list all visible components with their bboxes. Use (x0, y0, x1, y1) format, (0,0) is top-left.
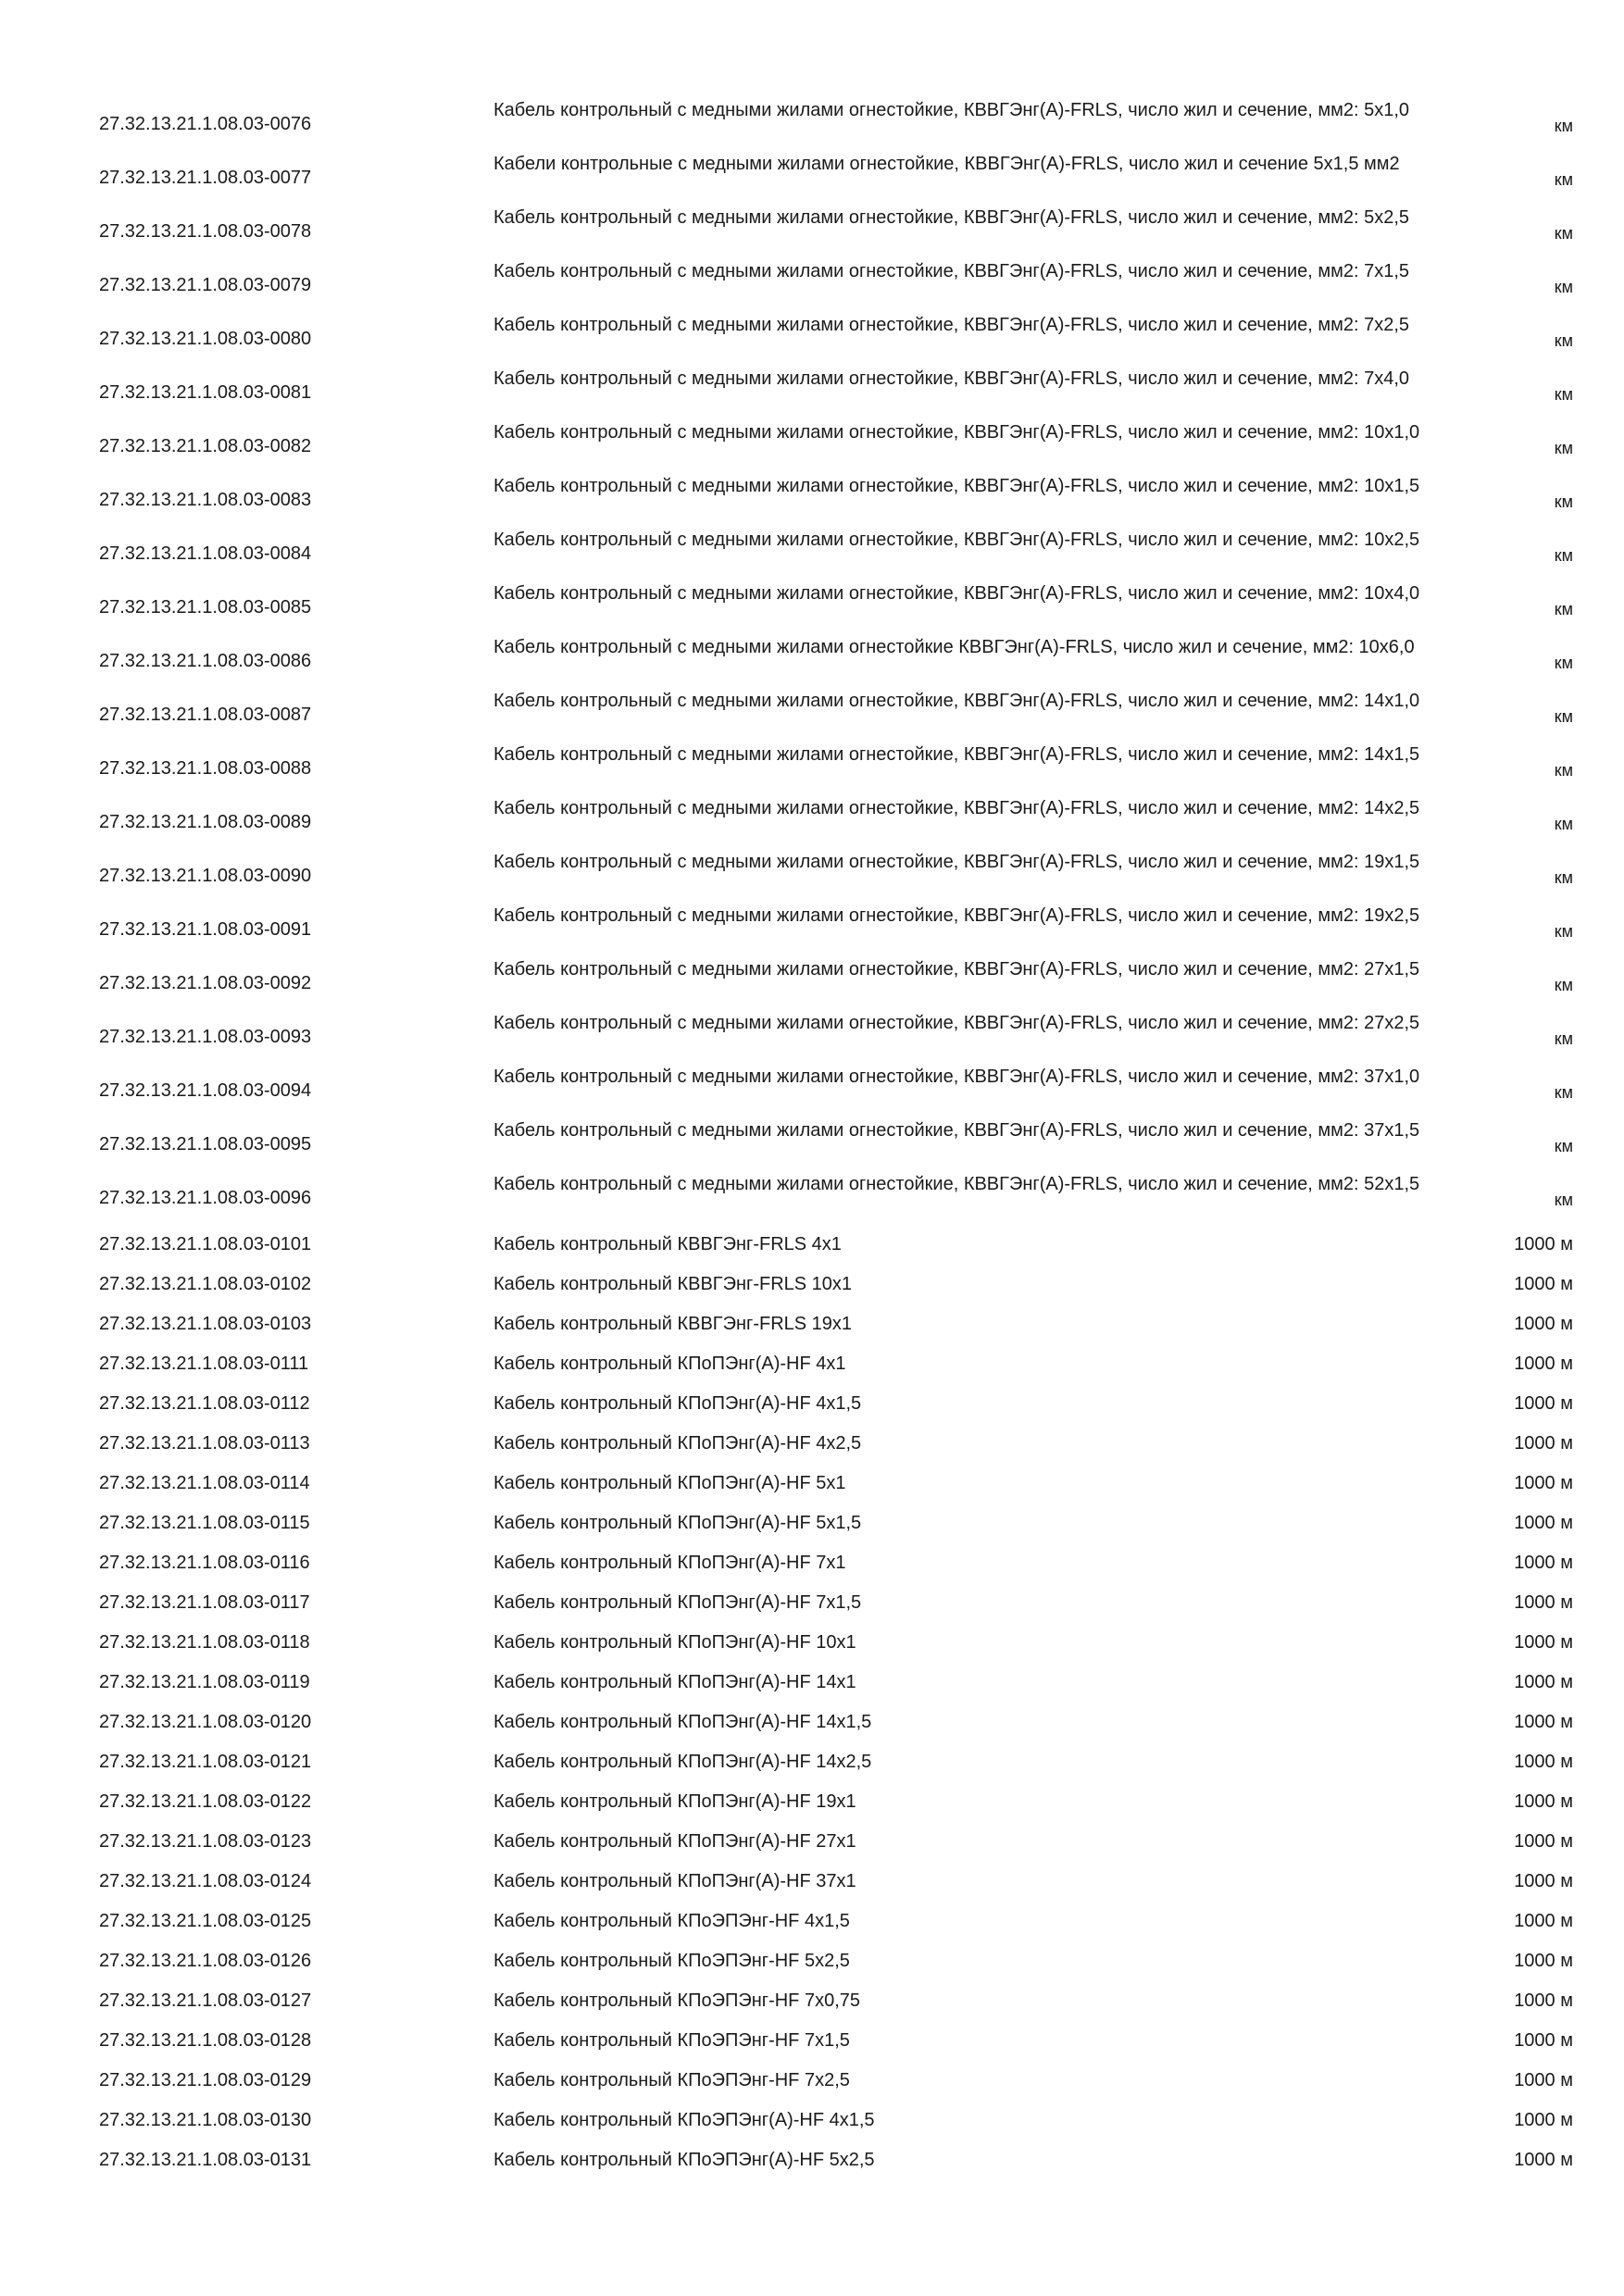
resource-description: Кабель контрольный с медными жилами огнестойкие, КВВГЭнг(А)-FRLS, число жил и сечение, мм2: 5х2,5 (493, 207, 1410, 228)
resource-description: Кабель контрольный КПоПЭнг(А)-HF 14x1,5 (493, 1712, 872, 1732)
unit-of-measure: км (1554, 600, 1573, 618)
resource-code: 27.32.13.21.1.08.03-0125 (99, 1911, 312, 1931)
resource-code: 27.32.13.21.1.08.03-0081 (99, 382, 312, 403)
resource-description: Кабель контрольный КПоПЭнг(А)-HF 10x1 (493, 1632, 856, 1653)
unit-of-measure: км (1554, 922, 1573, 941)
unit-of-measure: км (1554, 278, 1573, 296)
resource-description: Кабель контрольный с медными жилами огнестойкие, КВВГЭнг(А)-FRLS, число жил и сечение, мм2: 14х1,0 (493, 691, 1420, 711)
unit-of-measure: 1000 м (1514, 1791, 1573, 1812)
resource-code: 27.32.13.21.1.08.03-0103 (99, 1314, 312, 1334)
unit-of-measure: км (1554, 546, 1573, 565)
resource-code: 27.32.13.21.1.08.03-0078 (99, 221, 312, 242)
resource-code: 27.32.13.21.1.08.03-0092 (99, 973, 312, 993)
table-row (0, 956, 1624, 1010)
table-row (0, 2101, 1624, 2140)
resource-code: 27.32.13.21.1.08.03-0123 (99, 1831, 312, 1852)
unit-of-measure: 1000 м (1514, 2030, 1573, 2051)
resource-code: 27.32.13.21.1.08.03-0093 (99, 1027, 312, 1047)
resource-code: 27.32.13.21.1.08.03-0085 (99, 597, 312, 618)
table-row (0, 688, 1624, 742)
resource-code: 27.32.13.21.1.08.03-0086 (99, 651, 312, 671)
resource-code: 27.32.13.21.1.08.03-0101 (99, 1234, 312, 1254)
resource-description: Кабель контрольный с медными жилами огнестойкие, КВВГЭнг(А)-FRLS, число жил и сечение, мм2: 52х1,5 (493, 1174, 1420, 1194)
table-row (0, 2061, 1624, 2101)
table-row (0, 1862, 1624, 1902)
resource-description: Кабель контрольный КВВГЭнг-FRLS 4x1 (493, 1234, 842, 1254)
resource-code: 27.32.13.21.1.08.03-0090 (99, 866, 312, 886)
resource-code: 27.32.13.21.1.08.03-0117 (99, 1592, 310, 1613)
resource-description: Кабель контрольный КПоЭПЭнг-HF 7x0,75 (493, 1990, 860, 2011)
resource-code: 27.32.13.21.1.08.03-0116 (99, 1553, 310, 1573)
resource-description: Кабель контрольный КПоПЭнг(А)-HF 7x1,5 (493, 1592, 862, 1613)
resource-code: 27.32.13.21.1.08.03-0080 (99, 329, 312, 349)
resource-code: 27.32.13.21.1.08.03-0126 (99, 1951, 312, 1971)
unit-of-measure: км (1554, 707, 1573, 726)
unit-of-measure: 1000 м (1514, 1990, 1573, 2011)
unit-of-measure: км (1554, 868, 1573, 887)
resource-description: Кабель контрольный с медными жилами огнестойкие, КВВГЭнг(А)-FRLS, число жил и сечение, мм2: 10х2,5 (493, 530, 1420, 550)
resource-code: 27.32.13.21.1.08.03-0113 (99, 1433, 310, 1454)
unit-of-measure: 1000 м (1514, 1393, 1573, 1414)
table-row (0, 473, 1624, 527)
resource-description: Кабель контрольный КПоПЭнг(А)-HF 5x1,5 (493, 1513, 862, 1533)
resource-description: Кабель контрольный КПоПЭнг(А)-HF 14x2,5 (493, 1752, 872, 1772)
resource-description: Кабель контрольный с медными жилами огнестойкие, КВВГЭнг(А)-FRLS, число жил и сечение, мм2: 27х2,5 (493, 1013, 1420, 1033)
unit-of-measure: км (1554, 815, 1573, 833)
resource-code: 27.32.13.21.1.08.03-0127 (99, 1990, 312, 2011)
table-row (0, 1543, 1624, 1583)
table-row (0, 1822, 1624, 1862)
resource-description: Кабель контрольный КПоПЭнг(А)-HF 4x1,5 (493, 1393, 862, 1414)
unit-of-measure: км (1554, 976, 1573, 994)
unit-of-measure: км (1554, 170, 1573, 189)
table-row (0, 1583, 1624, 1623)
resource-description: Кабель контрольный КПоПЭнг(А)-HF 27x1 (493, 1831, 856, 1852)
table-row (0, 1742, 1624, 1782)
resource-code: 27.32.13.21.1.08.03-0131 (99, 2150, 312, 2170)
resource-code: 27.32.13.21.1.08.03-0083 (99, 490, 312, 510)
resource-code: 27.32.13.21.1.08.03-0077 (99, 168, 312, 188)
unit-of-measure: 1000 м (1514, 1513, 1573, 1533)
unit-of-measure: 1000 м (1514, 1712, 1573, 1732)
unit-of-measure: км (1554, 1083, 1573, 1102)
resource-code: 27.32.13.21.1.08.03-0122 (99, 1791, 312, 1812)
resource-code: 27.32.13.21.1.08.03-0114 (99, 1473, 310, 1493)
table-row (0, 1464, 1624, 1504)
resource-description: Кабель контрольный с медными жилами огнестойкие, КВВГЭнг(А)-FRLS, число жил и сечение, мм2: 5х1,0 (493, 100, 1410, 120)
table-row (0, 1902, 1624, 1941)
unit-of-measure: 1000 м (1514, 2110, 1573, 2130)
table-row (0, 1782, 1624, 1822)
table-row (0, 527, 1624, 580)
resource-description: Кабель контрольный КПоЭПЭнг(А)-HF 4x1,5 (493, 2110, 875, 2130)
resource-description: Кабель контрольный с медными жилами огнестойкие, КВВГЭнг(А)-FRLS, число жил и сечение, мм2: 19х1,5 (493, 852, 1420, 872)
table-row (0, 419, 1624, 473)
resource-description: Кабель контрольный КПоПЭнг(А)-HF 14x1 (493, 1672, 856, 1692)
resource-description: Кабель контрольный КПоЭПЭнг-HF 5x2,5 (493, 1951, 850, 1971)
table-row (0, 205, 1624, 258)
resource-description: Кабель контрольный КПоПЭнг(А)-HF 4x1 (493, 1354, 846, 1374)
resource-code: 27.32.13.21.1.08.03-0084 (99, 543, 312, 564)
table-row (0, 1623, 1624, 1663)
unit-of-measure: км (1554, 331, 1573, 350)
resource-description: Кабель контрольный КПоЭПЭнг-HF 7x2,5 (493, 2070, 850, 2090)
resource-description: Кабель контрольный КПоЭПЭнг-HF 4x1,5 (493, 1911, 850, 1931)
table-row (0, 1424, 1624, 1464)
resource-description: Кабель контрольный КПоЭПЭнг(А)-HF 5x2,5 (493, 2150, 875, 2170)
resource-code: 27.32.13.21.1.08.03-0102 (99, 1274, 312, 1294)
unit-of-measure: 1000 м (1514, 1672, 1573, 1692)
table-row (0, 1384, 1624, 1424)
unit-of-measure: 1000 м (1514, 1354, 1573, 1374)
unit-of-measure: км (1554, 224, 1573, 243)
resource-code: 27.32.13.21.1.08.03-0119 (99, 1672, 310, 1692)
resource-description: Кабель контрольный КПоПЭнг(А)-HF 37x1 (493, 1871, 856, 1891)
unit-of-measure: 1000 м (1514, 1911, 1573, 1931)
unit-of-measure: 1000 м (1514, 1951, 1573, 1971)
unit-of-measure: км (1554, 761, 1573, 780)
unit-of-measure: км (1554, 1191, 1573, 1209)
unit-of-measure: км (1554, 1029, 1573, 1048)
unit-of-measure: 1000 м (1514, 1632, 1573, 1653)
resource-description: Кабели контрольные с медными жилами огнестойкие, КВВГЭнг(А)-FRLS, число жил и сечение 5х1,5 мм2 (493, 154, 1400, 174)
table-row (0, 2021, 1624, 2061)
table-row (0, 2140, 1624, 2180)
resource-code: 27.32.13.21.1.08.03-0115 (99, 1513, 310, 1533)
resource-description: Кабель контрольный с медными жилами огнестойкие, КВВГЭнг(А)-FRLS, число жил и сечение, мм2: 10х1,5 (493, 476, 1420, 496)
resource-code: 27.32.13.21.1.08.03-0089 (99, 812, 312, 832)
unit-of-measure: км (1554, 1137, 1573, 1155)
resource-description: Кабель контрольный с медными жилами огнестойкие, КВВГЭнг(А)-FRLS, число жил и сечение, мм2: 37х1,0 (493, 1067, 1420, 1087)
resource-code: 27.32.13.21.1.08.03-0112 (99, 1393, 310, 1414)
resource-code: 27.32.13.21.1.08.03-0121 (99, 1752, 312, 1772)
resource-code: 27.32.13.21.1.08.03-0082 (99, 436, 312, 456)
table-row (0, 634, 1624, 688)
resource-description: Кабель контрольный с медными жилами огнестойкие, КВВГЭнг(А)-FRLS, число жил и сечение, мм2: 7х2,5 (493, 315, 1410, 335)
resource-description: Кабель контрольный с медными жилами огнестойкие, КВВГЭнг(А)-FRLS, число жил и сечение, мм2: 14х2,5 (493, 798, 1420, 818)
resource-code: 27.32.13.21.1.08.03-0130 (99, 2110, 312, 2130)
table-row (0, 1010, 1624, 1064)
resource-description: Кабель контрольный КПоЭПЭнг-HF 7x1,5 (493, 2030, 850, 2051)
table-row (0, 1117, 1624, 1171)
table-row (0, 312, 1624, 366)
table-row (0, 1064, 1624, 1117)
table-row (0, 742, 1624, 795)
unit-of-measure: 1000 м (1514, 1871, 1573, 1891)
table-row (0, 1225, 1624, 1265)
unit-of-measure: 1000 м (1514, 1831, 1573, 1852)
table-row (0, 366, 1624, 419)
table-row (0, 795, 1624, 849)
resource-code: 27.32.13.21.1.08.03-0111 (99, 1354, 309, 1374)
unit-of-measure: 1000 м (1514, 1314, 1573, 1334)
unit-of-measure: 1000 м (1514, 1752, 1573, 1772)
resource-code: 27.32.13.21.1.08.03-0094 (99, 1080, 312, 1101)
unit-of-measure: 1000 м (1514, 2150, 1573, 2170)
table-row (0, 580, 1624, 634)
table-row (0, 1265, 1624, 1304)
resource-description: Кабель контрольный с медными жилами огнестойкие, КВВГЭнг(А)-FRLS, число жил и сечение, мм2: 14х1,5 (493, 744, 1420, 765)
resource-code: 27.32.13.21.1.08.03-0124 (99, 1871, 312, 1891)
unit-of-measure: км (1554, 385, 1573, 404)
table-row (0, 1344, 1624, 1384)
table-row (0, 849, 1624, 903)
document-page (0, 97, 1624, 2180)
table-row (0, 903, 1624, 956)
resource-description: Кабель контрольный КВВГЭнг-FRLS 19x1 (493, 1314, 853, 1334)
resource-code: 27.32.13.21.1.08.03-0079 (99, 275, 312, 295)
resource-description: Кабель контрольный КВВГЭнг-FRLS 10x1 (493, 1274, 853, 1294)
resource-description: Кабель контрольный КПоПЭнг(А)-HF 5x1 (493, 1473, 846, 1493)
unit-of-measure: 1000 м (1514, 1274, 1573, 1294)
unit-of-measure: 1000 м (1514, 1234, 1573, 1254)
unit-of-measure: 1000 м (1514, 1433, 1573, 1454)
resource-code: 27.32.13.21.1.08.03-0128 (99, 2030, 312, 2051)
unit-of-measure: км (1554, 439, 1573, 457)
resource-description: Кабель контрольный с медными жилами огнестойкие, КВВГЭнг(А)-FRLS, число жил и сечение, мм2: 27х1,5 (493, 959, 1420, 980)
resource-code: 27.32.13.21.1.08.03-0118 (99, 1632, 310, 1653)
resource-code: 27.32.13.21.1.08.03-0088 (99, 758, 312, 779)
resource-code: 27.32.13.21.1.08.03-0091 (99, 919, 312, 940)
resource-description: Кабель контрольный с медными жилами огнестойкие, КВВГЭнг(А)-FRLS, число жил и сечение, мм2: 7х1,5 (493, 261, 1410, 281)
unit-of-measure: 1000 м (1514, 1592, 1573, 1613)
unit-of-measure: 1000 м (1514, 1473, 1573, 1493)
table-row (0, 1171, 1624, 1225)
table-row (0, 1981, 1624, 2021)
resource-code: 27.32.13.21.1.08.03-0096 (99, 1188, 312, 1208)
resource-code: 27.32.13.21.1.08.03-0095 (99, 1134, 312, 1154)
resource-description: Кабель контрольный с медными жилами огнестойкие, КВВГЭнг(А)-FRLS, число жил и сечение, мм2: 37х1,5 (493, 1120, 1420, 1141)
resource-description: Кабель контрольный с медными жилами огнестойкие, КВВГЭнг(А)-FRLS, число жил и сечение, мм2: 19х2,5 (493, 905, 1420, 926)
resource-code: 27.32.13.21.1.08.03-0076 (99, 114, 312, 134)
table-row (0, 1941, 1624, 1981)
table-row (0, 258, 1624, 312)
resource-description: Кабель контрольный КПоПЭнг(А)-HF 7x1 (493, 1553, 846, 1573)
unit-of-measure: 1000 м (1514, 2070, 1573, 2090)
resource-description: Кабель контрольный с медными жилами огнестойкие, КВВГЭнг(А)-FRLS, число жил и сечение, мм2: 10х1,0 (493, 422, 1420, 443)
table-row (0, 1504, 1624, 1543)
resource-description: Кабель контрольный с медными жилами огнестойкие КВВГЭнг(А)-FRLS, число жил и сечение, мм2: 10х6,0 (493, 637, 1415, 657)
resource-code: 27.32.13.21.1.08.03-0120 (99, 1712, 312, 1732)
unit-of-measure: 1000 м (1514, 1553, 1573, 1573)
unit-of-measure: км (1554, 493, 1573, 511)
table-row (0, 1703, 1624, 1742)
resource-description: Кабель контрольный КПоПЭнг(А)-HF 4x2,5 (493, 1433, 862, 1454)
unit-of-measure: км (1554, 654, 1573, 672)
unit-of-measure: км (1554, 117, 1573, 135)
table-row (0, 151, 1624, 205)
table-row (0, 1304, 1624, 1344)
resource-description: Кабель контрольный с медными жилами огнестойкие, КВВГЭнг(А)-FRLS, число жил и сечение, мм2: 7х4,0 (493, 368, 1410, 389)
resource-description: Кабель контрольный КПоПЭнг(А)-HF 19x1 (493, 1791, 856, 1812)
table-row (0, 1663, 1624, 1703)
resource-code: 27.32.13.21.1.08.03-0087 (99, 705, 312, 725)
table-row (0, 97, 1624, 151)
resource-code: 27.32.13.21.1.08.03-0129 (99, 2070, 312, 2090)
resource-description: Кабель контрольный с медными жилами огнестойкие, КВВГЭнг(А)-FRLS, число жил и сечение, мм2: 10х4,0 (493, 583, 1420, 604)
